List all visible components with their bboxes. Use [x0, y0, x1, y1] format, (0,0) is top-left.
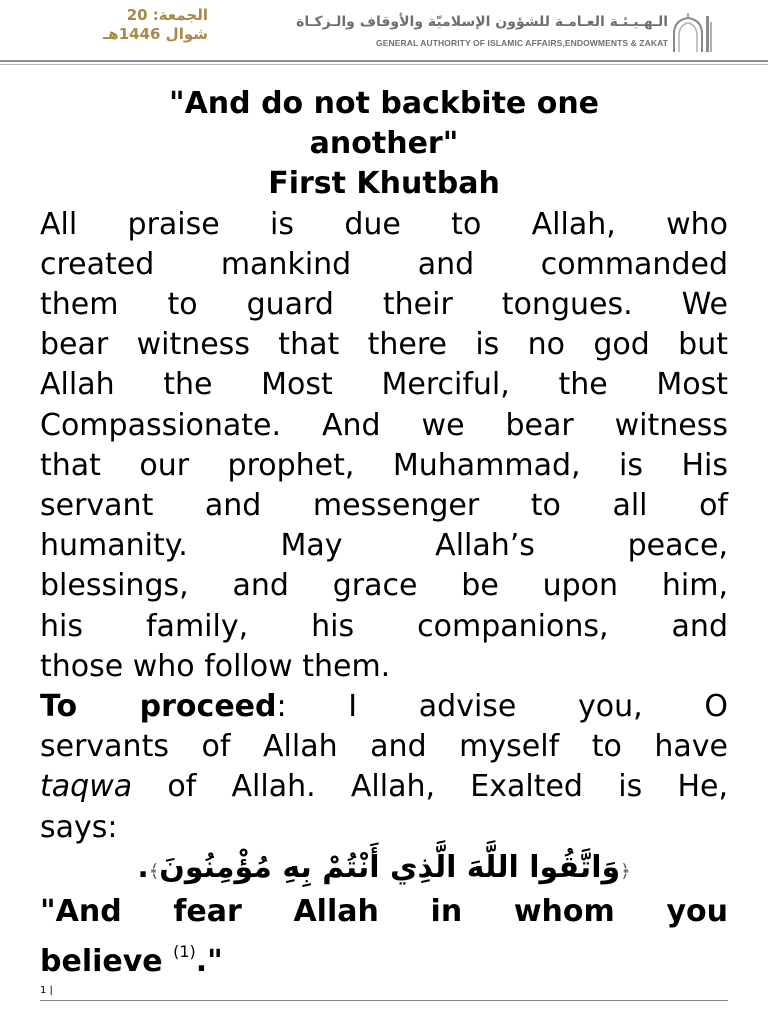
to-proceed-label: To proceed	[40, 689, 277, 725]
title-line-2: another"	[309, 126, 459, 162]
paragraph-line: All praise is due to Allah, who	[40, 206, 728, 242]
paragraph-line	[40, 767, 728, 807]
header-rule	[0, 60, 768, 62]
paragraph-line: bear witness that there is no god but	[40, 327, 728, 363]
advice-paragraph	[40, 687, 728, 848]
authority-name-english: GENERAL AUTHORITY OF ISLAMIC AFFAIRS,ENDOWMENTS & ZAKAT	[376, 38, 668, 48]
header-rule-thin	[0, 64, 768, 65]
footer-rule	[40, 1000, 728, 1001]
paragraph-line: his family, his companions, and	[40, 608, 728, 644]
translation-line	[40, 932, 728, 982]
paragraph-line: servants of Allah and myself to have	[40, 729, 728, 765]
translation-end: ."	[195, 944, 223, 980]
paragraph-line: Compassionate. And we bear witness	[40, 407, 728, 443]
paragraph-line: Allah the Most Merciful, the Most	[40, 367, 728, 403]
verse-translation	[40, 892, 728, 982]
verse-text: وَاتَّقُوا اللَّهَ الَّذِي أَنْتُمْ بِهِ مُؤْمِنُونَ	[159, 849, 621, 885]
ornament-close-icon: ﴾	[148, 860, 160, 882]
paragraph-line: blessings, and grace be upon him,	[40, 568, 728, 604]
paragraph-line: them to guard their tongues. We	[40, 287, 728, 323]
khutbah-title	[40, 84, 728, 205]
title-line-1: "And do not backbite one	[168, 86, 600, 121]
page-number: 1 |	[40, 985, 53, 996]
paragraph-line: that our prophet, Muhammad, is His	[40, 447, 728, 483]
opening-paragraph	[40, 205, 728, 687]
page-header	[0, 0, 768, 66]
khutbah-body	[40, 84, 728, 982]
ornament-open-icon: ﴿	[620, 860, 631, 882]
date-day: الجمعة: 20	[126, 6, 208, 24]
footnote-marker[interactable]: (1)	[173, 942, 196, 962]
authority-logo-icon	[668, 12, 714, 54]
paragraph-line	[40, 687, 728, 727]
taqwa-term: taqwa	[40, 769, 133, 805]
paragraph-line: those who follow them.	[40, 648, 391, 684]
advice-text: of Allah. Allah, Exalted is He,	[132, 769, 728, 805]
quran-verse	[40, 848, 728, 892]
paragraph-line: servant and messenger to all of	[40, 488, 728, 524]
section-heading: First Khutbah	[268, 166, 500, 202]
authority-name-arabic: الـهـيـئـة العـامـة للشؤون الإسلاميّة والأوقاف والـزكـاة	[296, 14, 668, 30]
paragraph-line: created mankind and commanded	[40, 246, 728, 282]
verse-period: .	[137, 849, 149, 885]
translation-line: "And fear Allah in whom you	[40, 893, 728, 929]
translation-text: believe	[40, 944, 174, 980]
advice-text: : I advise you, O	[276, 689, 728, 725]
date-block	[78, 6, 208, 44]
paragraph-line: humanity. May Allah’s peace,	[40, 528, 728, 564]
paragraph-line: says:	[40, 809, 118, 845]
date-month: شوال 1446هـ	[103, 25, 208, 43]
